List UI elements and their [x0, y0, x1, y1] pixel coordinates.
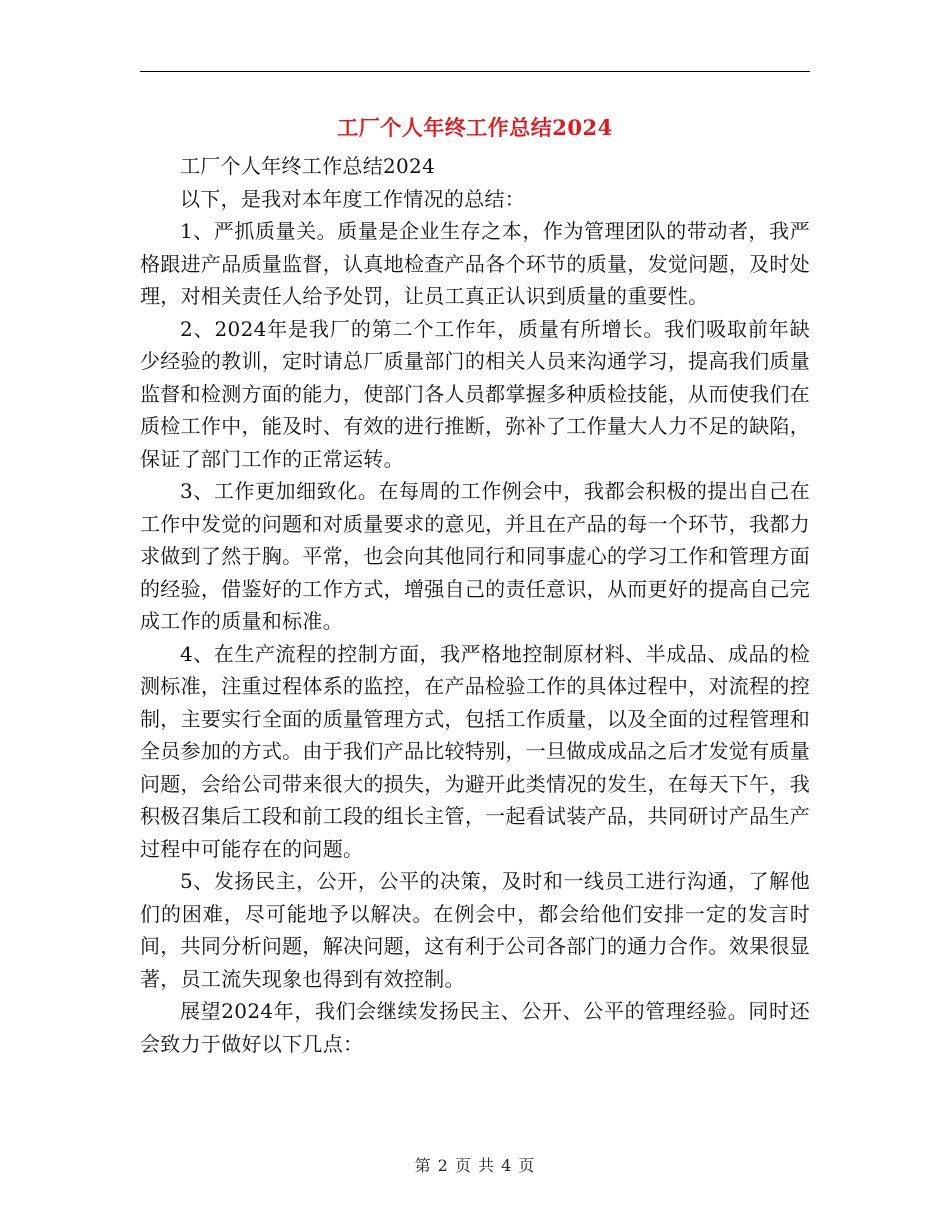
header-rule [140, 71, 810, 72]
document-title: 工厂个人年终工作总结2024 [337, 115, 613, 140]
page-number: 第 2 页 共 4 页 [414, 1156, 536, 1175]
document-body [140, 150, 810, 1060]
body-paragraph: 4、在生产流程的控制方面，我严格地控制原材料、半成品、成品的检测标准，注重过程体系的监控，在产品检验工作的具体过程中，对流程的控制，主要实行全面的质量管理方式，包括工作质量，以及全面的过程管理和全员参加的方式。由于我们产品比较特别，一旦做成成品之后才发觉有质量问题，会给公司带来很大的损失，为避开此类情况的发生，在每天下午，我积极召集后工段和前工段的组长主管，一起看试装产品，共同研讨产品生产过程中可能存在的问题。 [140, 641, 810, 861]
body-paragraph: 展望2024年，我们会继续发扬民主、公开、公平的管理经验。同时还会致力于做好以下几点： [140, 999, 810, 1056]
body-paragraph: 5、发扬民主，公开，公平的决策，及时和一线员工进行沟通，了解他们的困难，尽可能地予以解决。在例会中，都会给他们安排一定的发言时间，共同分析问题，解决问题，这有利于公司各部门的通力合作。效果很显著，员工流失现象也得到有效控制。 [140, 869, 810, 991]
body-paragraph: 以下，是我对本年度工作情况的总结： [180, 186, 526, 211]
body-paragraph: 2、2024年是我厂的第二个工作年，质量有所增长。我们吸取前年缺少经验的教训，定时请总厂质量部门的相关人员来沟通学习，提高我们质量监督和检测方面的能力，使部门各人员都掌握多种质检技能，从而使我们在质检工作中，能及时、有效的进行推断，弥补了工作量大人力不足的缺陷，保证了部门工作的正常运转。 [140, 316, 810, 471]
body-paragraph: 1、严抓质量关。质量是企业生存之本，作为管理团队的带动者，我严格跟进产品质量监督，认真地检查产品各个环节的质量，发觉问题，及时处理，对相关责任人给予处罚，让员工真正认识到质量的重要性。 [140, 219, 810, 308]
body-paragraph: 3、工作更加细致化。在每周的工作例会中，我都会积极的提出自己在工作中发觉的问题和对质量要求的意见，并且在产品的每一个环节，我都力求做到了然于胸。平常，也会向其他同行和同事虚心的学习工作和管理方面的经验，借鉴好的工作方式，增强自己的责任意识，从而更好的提高自己完成工作的质量和标准。 [140, 479, 810, 633]
body-paragraph: 工厂个人年终工作总结2024 [180, 154, 436, 178]
